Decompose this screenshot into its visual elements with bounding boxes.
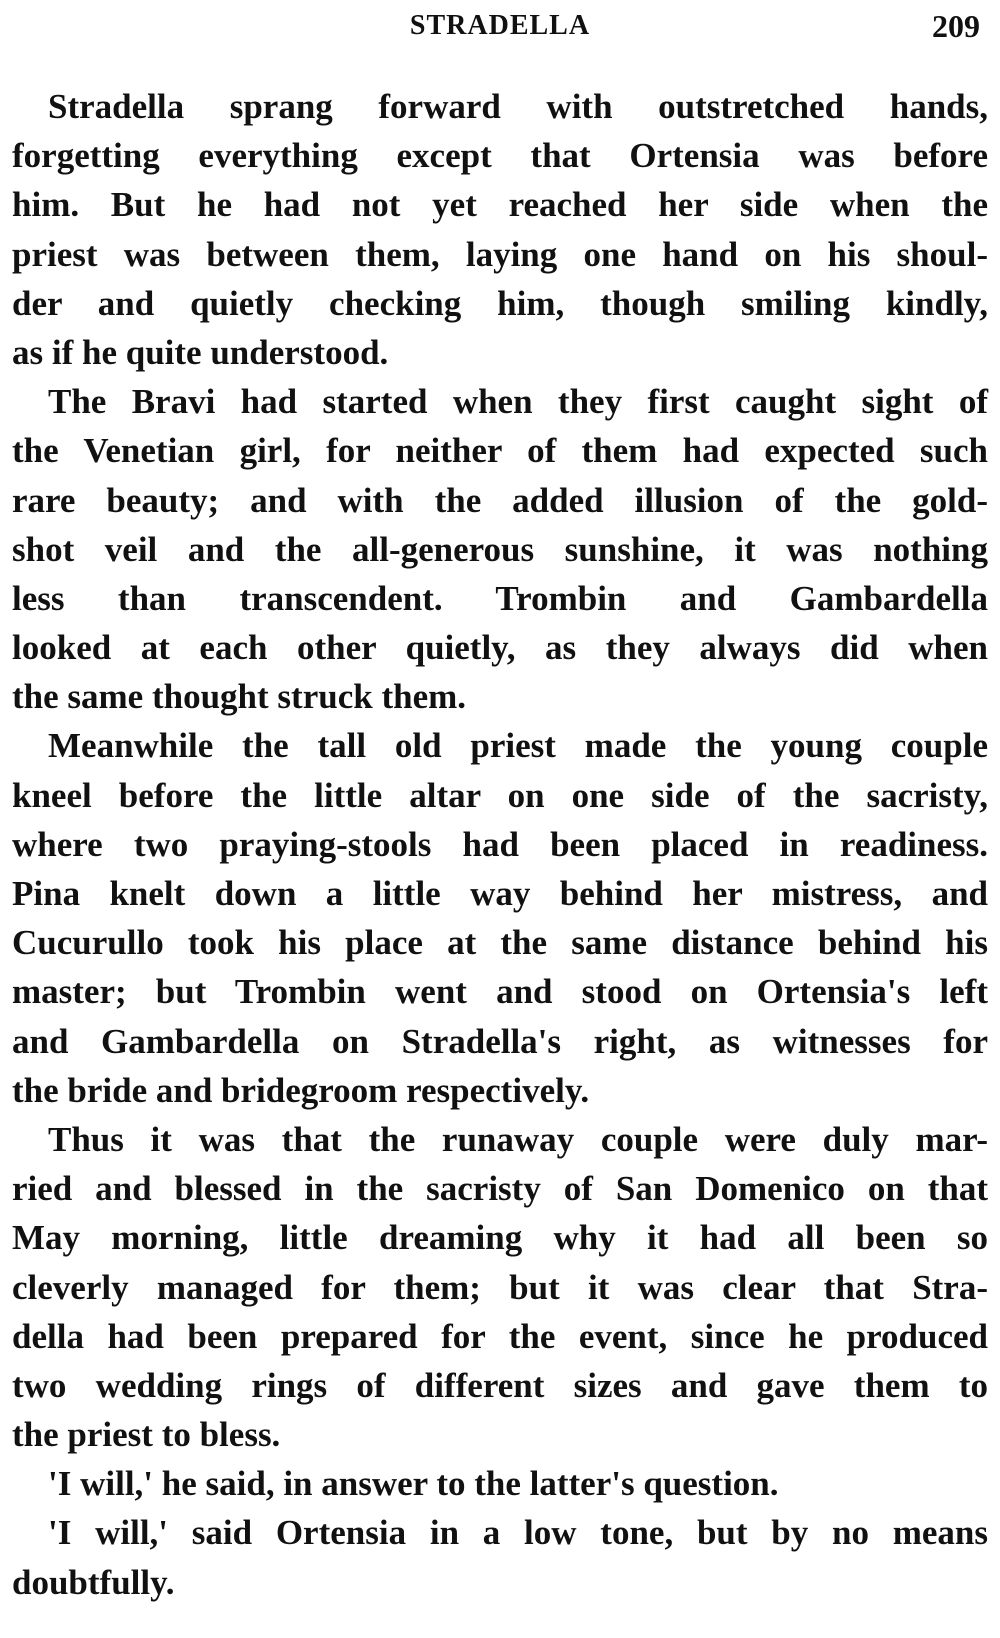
text-line: the Venetian girl, for neither of them had expected such [12, 431, 988, 471]
body-text [12, 82, 988, 1607]
text-line: less than transcendent. Trombin and Gambardella [12, 578, 988, 618]
text-line: Stradella sprang forward with outstretched hands, [48, 87, 988, 126]
text-line: Cucurullo took his place at the same distance behind his [12, 923, 988, 963]
text-line: priest was between them, laying one hand on his shoul- [12, 234, 988, 274]
text-line: forgetting everything except that Ortensia was before [12, 136, 988, 176]
text-line: rare beauty; and with the added illusion of the gold- [12, 480, 988, 520]
paragraph [12, 1508, 988, 1606]
text-line: master; but Trombin went and stood on Ortensia's left [12, 972, 988, 1012]
paragraph [12, 377, 988, 721]
text-line: May morning, little dreaming why it had all been so [12, 1218, 988, 1258]
text-line: as if he quite understood. [12, 332, 389, 372]
text-line: him. But he had not yet reached her side when the [12, 185, 988, 225]
text-line: The Bravi had started when they first caught sight of [48, 382, 988, 422]
text-line: the same thought struck them. [12, 677, 467, 717]
text-line: kneel before the little altar on one side of the sacristy, [12, 775, 988, 815]
text-line: the bride and bridegroom respectively. [12, 1070, 590, 1110]
text-line: Thus it was that the runaway couple were duly mar- [48, 1119, 988, 1159]
text-line: where two praying-stools had been placed in readiness. [12, 824, 988, 864]
text-line: the priest to bless. [12, 1415, 281, 1455]
page-number: 209 [932, 8, 980, 44]
text-line: doubtfully. [12, 1562, 175, 1602]
text-line: ried and blessed in the sacristy of San Domenico on that [12, 1169, 988, 1209]
paragraph [12, 1459, 988, 1508]
text-line: looked at each other quietly, as they always did when [12, 628, 988, 668]
text-line: 'I will,' he said, in answer to the latter's question. [48, 1464, 779, 1504]
text-line: Meanwhile the tall old priest made the young couple [48, 726, 988, 766]
paragraph [12, 721, 988, 1115]
text-line: 'I will,' said Ortensia in a low tone, but by no means [48, 1513, 988, 1553]
text-line: Pina knelt down a little way behind her mistress, and [12, 874, 988, 913]
text-line: della had been prepared for the event, since he produced [12, 1316, 988, 1356]
paragraph [12, 82, 988, 377]
text-line: cleverly managed for them; but it was clear that Stra- [12, 1267, 988, 1307]
text-line: der and quietly checking him, though smiling kindly, [12, 283, 988, 323]
text-line: and Gambardella on Stradella's right, as witnesses for [12, 1021, 988, 1061]
text-line: two wedding rings of different sizes and gave them to [12, 1365, 988, 1405]
paragraph [12, 1115, 988, 1459]
running-title: STRADELLA [409, 10, 591, 41]
running-head [12, 6, 988, 46]
text-line: shot veil and the all-generous sunshine, it was nothing [12, 529, 988, 569]
